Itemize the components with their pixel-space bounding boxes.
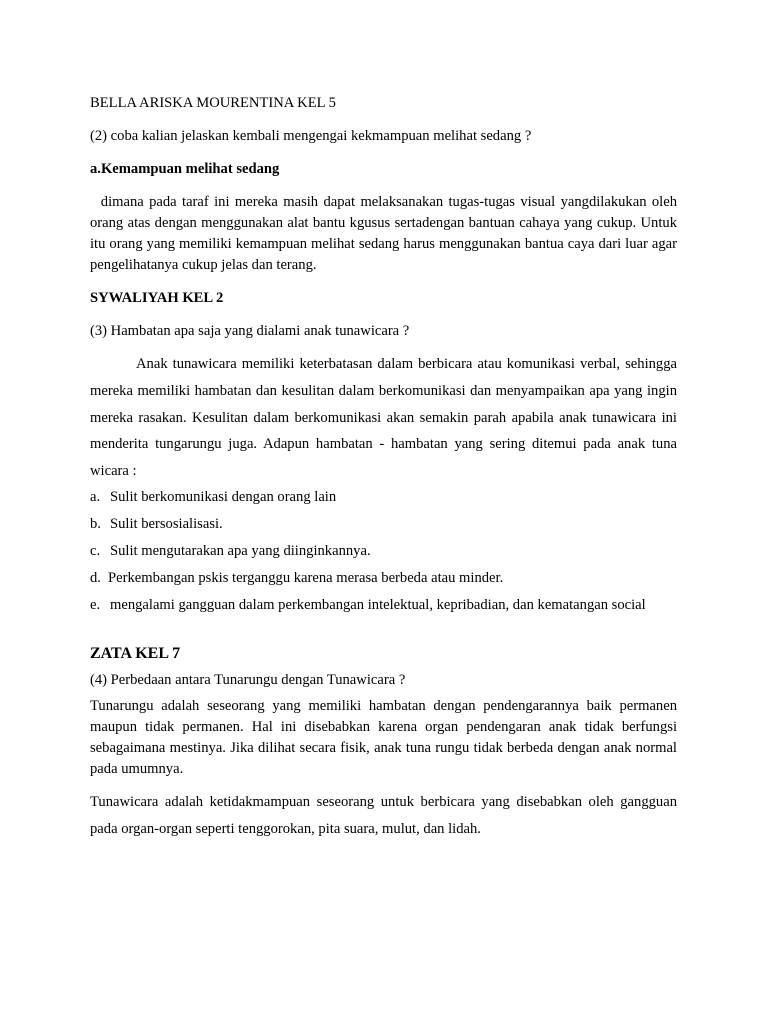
list-item bbox=[90, 541, 677, 562]
section2-question: (3) Hambatan apa saja yang dialami anak tunawicara ? bbox=[90, 323, 410, 339]
section2-header: SYWALIYAH KEL 2 bbox=[90, 290, 224, 306]
section3-question: (4) Perbedaan antara Tunarungu dengan Tunawicara ? bbox=[90, 671, 406, 688]
list-item bbox=[90, 595, 677, 616]
list-marker: e. bbox=[90, 596, 101, 613]
section1-question: (2) coba kalian jelaskan kembali mengengai kekmampuan melihat sedang ? bbox=[90, 128, 532, 144]
list-marker: c. bbox=[90, 542, 101, 559]
list-text: Sulit mengutarakan apa yang diinginkannya. bbox=[110, 542, 371, 559]
list-text: mengalami gangguan dalam perkembangan intelektual, kepribadian, dan kematangan social bbox=[110, 596, 646, 613]
section2-paragraph: Anak tunawicara memiliki keterbatasan dalam berbicara atau komunikasi verbal, sehingga mereka memiliki hambatan dan kesulitan dalam berkomunikasi dan menyampaikan apa yang ingin mereka rasakan. Kesulitan dalam berkomunikasi akan semakin parah apabila anak tunawicara ini menderita tungarungu juga. Adapun hambatan - hambatan yang sering ditemui pada anak tuna wicara : bbox=[90, 356, 677, 480]
list-text: Sulit bersosialisasi. bbox=[110, 515, 223, 532]
section1-subheading: a.Kemampuan melihat sedang bbox=[90, 161, 280, 177]
list-item bbox=[90, 487, 677, 508]
section3-header: ZATA KEL 7 bbox=[90, 644, 181, 662]
list-text: Sulit berkomunikasi dengan orang lain bbox=[110, 488, 337, 505]
section3-paragraph-2: Tunawicara adalah ketidakmampuan seseorang untuk berbicara yang disebabkan oleh gangguan pada organ-organ seperti tenggorokan, pita suara, mulut, dan lidah. bbox=[90, 793, 677, 837]
section1-paragraph: dimana pada taraf ini mereka masih dapat melaksanakan tugas-tugas visual yangdilakukan oleh orang atas dengan menggunakan alat bantu kgusus sertadengan bantuan cahaya yang cukup. Untuk itu orang yang memiliki kemampuan melihat sedang harus menggunakan bantua caya dari luar agar pengelihatanya cukup jelas dan terang. bbox=[90, 194, 681, 273]
section1-header: BELLA ARISKA MOURENTINA KEL 5 bbox=[90, 95, 336, 111]
obstacle-list bbox=[90, 487, 677, 616]
list-marker: a. bbox=[90, 488, 101, 505]
section3-paragraph-1: Tunarungu adalah seseorang yang memiliki hambatan dengan pendengarannya baik permanen maupun tidak permanen. Hal ini disebabkan karena organ pendengaran anak tidak berfungsi sebagaimana mestinya. Jika dilihat secara fisik, anak tuna rungu tidak berbeda dengan anak normal pada umumnya. bbox=[90, 697, 677, 777]
list-item bbox=[90, 568, 677, 589]
list-item bbox=[90, 514, 677, 535]
list-marker: b. bbox=[90, 515, 101, 532]
list-marker: d. bbox=[90, 569, 101, 586]
page-content bbox=[90, 93, 681, 843]
list-text: Perkembangan pskis terganggu karena merasa berbeda atau minder. bbox=[108, 569, 504, 586]
